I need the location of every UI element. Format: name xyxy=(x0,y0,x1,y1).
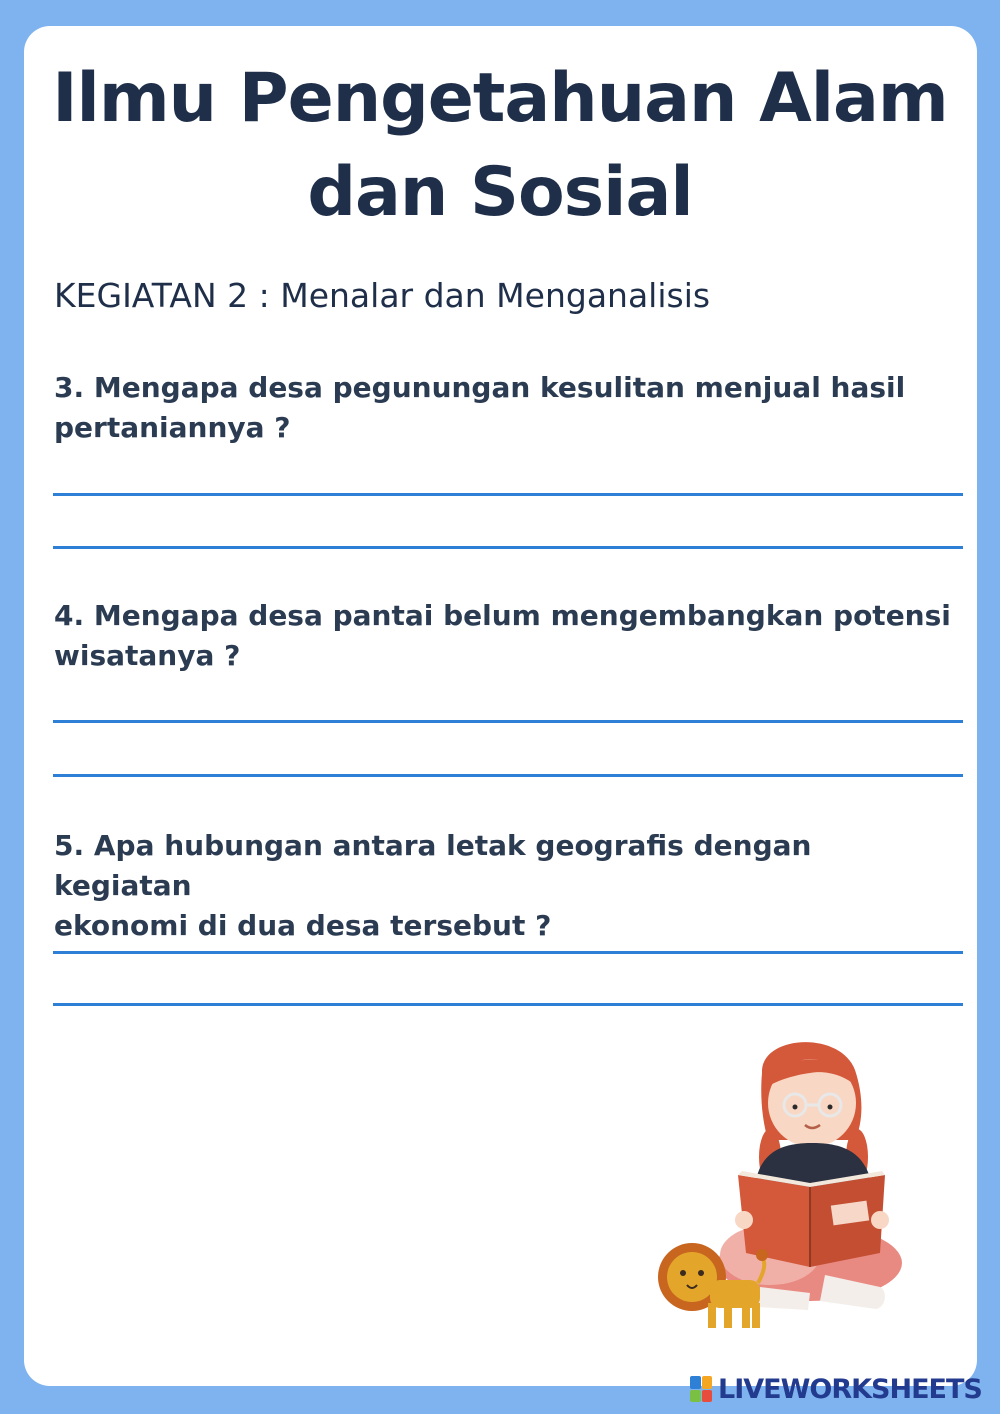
answer-line-q4-1[interactable] xyxy=(53,720,963,723)
brand-name: LIVEWORKSHEETS xyxy=(718,1373,982,1405)
title-line-1: Ilmu Pengetahuan Alam xyxy=(52,59,948,138)
question-5 xyxy=(54,826,954,946)
girl-reading-book-with-lion-icon xyxy=(650,1025,910,1335)
answer-line-q3-1[interactable] xyxy=(53,493,963,496)
question-text-line: ekonomi di dua desa tersebut ? xyxy=(54,909,552,942)
question-text-line: pertaniannya ? xyxy=(54,411,291,444)
answer-line-q5-1[interactable] xyxy=(53,951,963,954)
question-text-line: wisatanya ? xyxy=(54,639,241,672)
question-text-line: 4. Mengapa desa pantai belum mengembangkan potensi xyxy=(54,599,951,632)
answer-line-q3-2[interactable] xyxy=(53,546,963,549)
answer-line-q5-2[interactable] xyxy=(53,1003,963,1006)
question-3 xyxy=(54,368,954,448)
liveworksheets-logo-icon xyxy=(690,1376,712,1402)
question-4 xyxy=(54,596,954,676)
activity-subtitle: KEGIATAN 2 : Menalar dan Menganalisis xyxy=(54,276,711,315)
title-line-2: dan Sosial xyxy=(307,153,693,232)
question-text-line: 3. Mengapa desa pegunungan kesulitan menjual hasil xyxy=(54,371,906,404)
brand-watermark xyxy=(690,1372,982,1406)
page-title xyxy=(0,52,1000,240)
question-text-line: 5. Apa hubungan antara letak geografis dengan kegiatan xyxy=(54,829,812,902)
answer-line-q4-2[interactable] xyxy=(53,774,963,777)
